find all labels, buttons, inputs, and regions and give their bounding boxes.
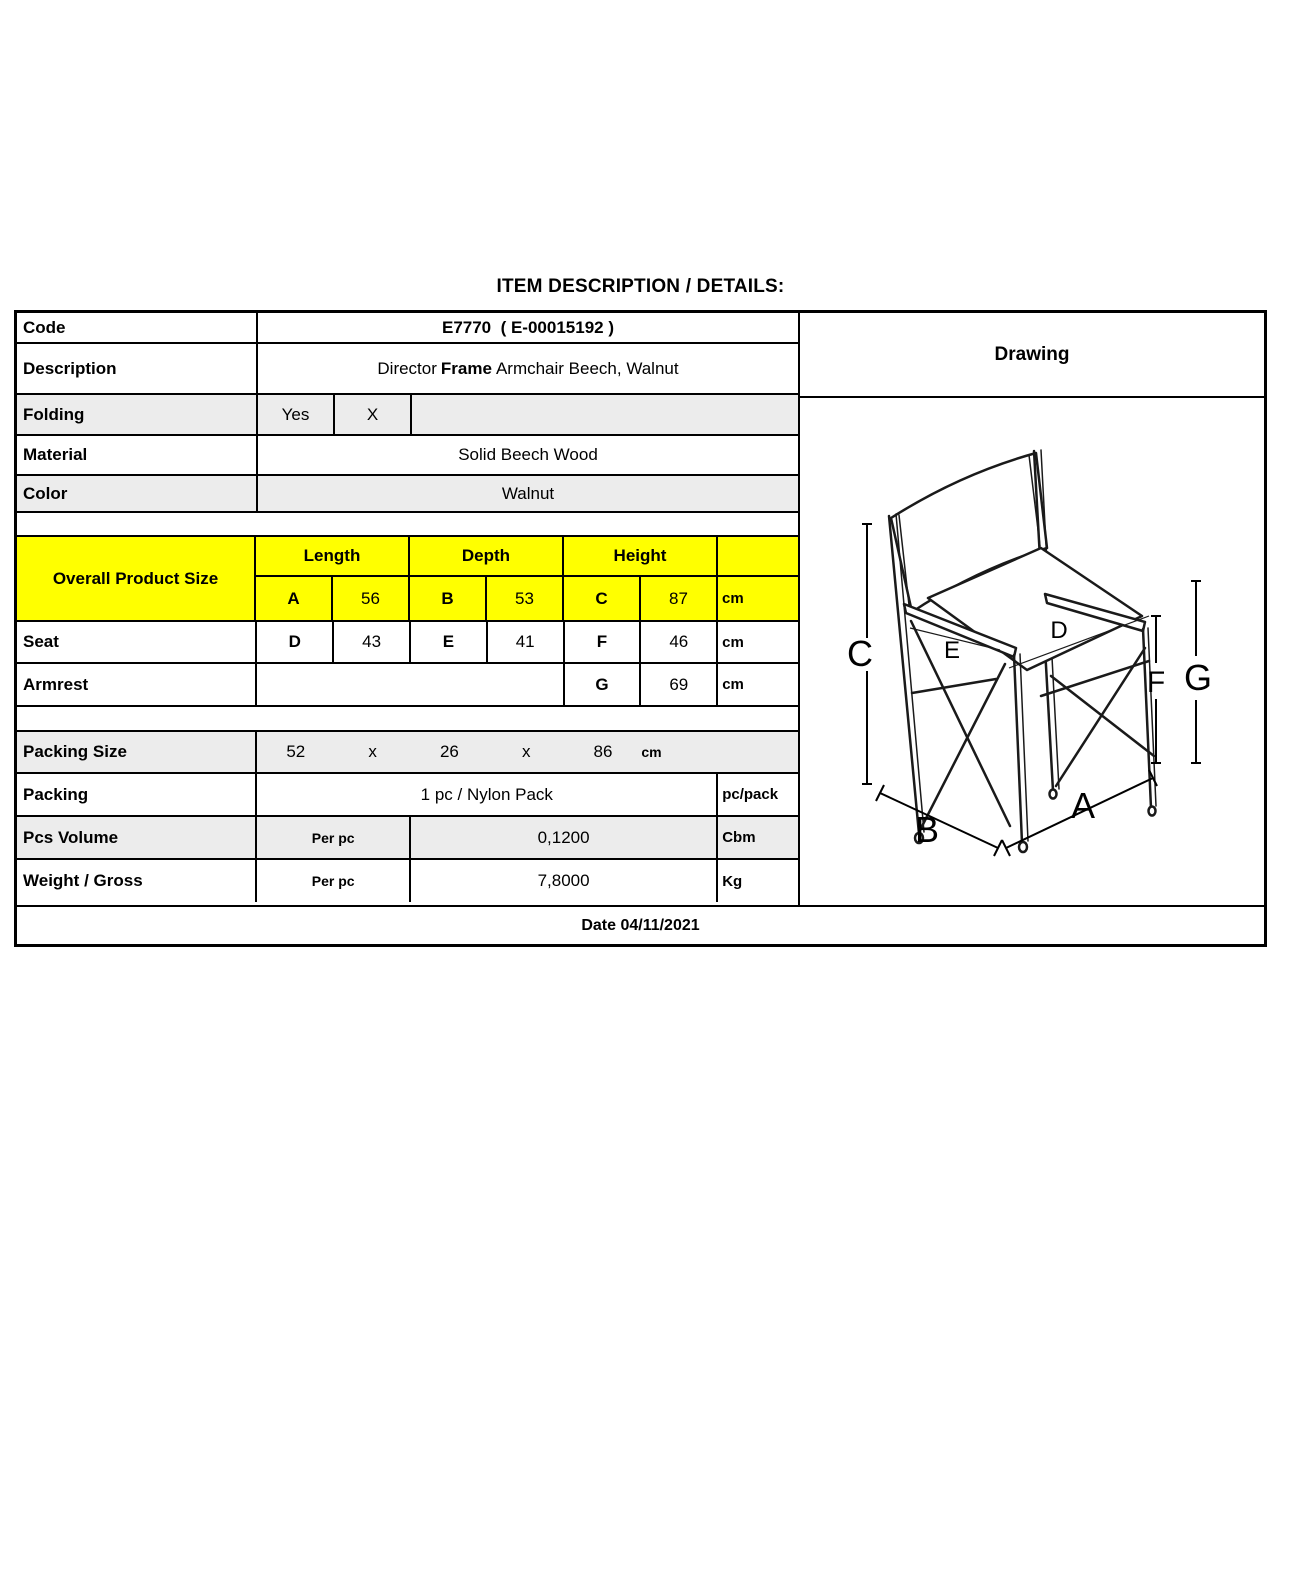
seat-row <box>17 622 798 664</box>
packing-size-unit: cm <box>641 744 662 760</box>
seat-value-e: 41 <box>488 622 565 662</box>
page-title: ITEM DESCRIPTION / DETAILS: <box>496 276 785 297</box>
armrest-empty-cell <box>257 664 564 705</box>
packing-label: Packing <box>17 774 257 815</box>
armrest-value-g: 69 <box>641 664 718 705</box>
seat-key-d: D <box>257 622 334 662</box>
packing-size-row <box>17 732 798 774</box>
code-label: Code <box>17 313 258 342</box>
overall-key-b: B <box>410 577 487 620</box>
dim-label-f: F <box>1146 666 1166 699</box>
dim-label-a: A <box>1070 785 1096 826</box>
packing-unit: pc/pack <box>722 786 779 803</box>
weight-label: Weight / Gross <box>17 860 257 902</box>
pcs-volume-unit: Cbm <box>722 829 756 846</box>
overall-value-a: 56 <box>333 577 410 620</box>
folding-empty-cell <box>412 395 798 434</box>
spec-sheet <box>14 276 1267 947</box>
spacer-row-2 <box>17 707 798 732</box>
description-value <box>258 344 798 393</box>
weight-row <box>17 860 798 902</box>
pcs-volume-row <box>17 817 798 860</box>
color-label: Color <box>17 476 258 511</box>
header-unit-empty <box>718 537 798 575</box>
color-value: Walnut <box>501 483 555 503</box>
packing-size-v2: 26 <box>439 742 459 761</box>
date-value: Date 04/11/2021 <box>581 916 700 934</box>
description-label: Description <box>17 344 258 393</box>
seat-value-d: 43 <box>334 622 411 662</box>
weight-unit: Kg <box>722 872 743 890</box>
drawing-section <box>800 313 1264 905</box>
overall-value-c: 87 <box>641 577 718 620</box>
overall-size-row <box>17 537 798 622</box>
header-depth: Depth <box>410 537 564 575</box>
armrest-key-g: G <box>565 664 642 705</box>
seat-label: Seat <box>17 622 257 662</box>
drawing-area <box>800 398 1264 905</box>
seat-key-e: E <box>411 622 488 662</box>
description-suffix: Armchair Beech, Walnut <box>495 358 679 378</box>
description-bold-word: Frame <box>440 358 492 378</box>
folding-label: Folding <box>17 395 258 434</box>
date-row <box>17 905 1264 944</box>
spec-left-section <box>17 313 800 905</box>
packing-size-x1: x <box>368 742 377 761</box>
packing-value: 1 pc / Nylon Pack <box>257 774 718 815</box>
dim-label-d: D <box>1050 617 1068 644</box>
drawing-header: Drawing <box>800 313 1264 398</box>
code-row <box>17 313 798 344</box>
seat-value-f: 46 <box>641 622 718 662</box>
armrest-unit: cm <box>722 676 744 693</box>
material-value: Solid Beech Wood <box>458 445 598 464</box>
overall-unit: cm <box>718 577 798 620</box>
armrest-label: Armrest <box>17 664 257 705</box>
folding-row <box>17 395 798 436</box>
weight-per: Per pc <box>257 860 411 902</box>
chair-drawing <box>800 398 1262 900</box>
packing-size-v1: 52 <box>286 742 306 761</box>
packing-size-v3: 86 <box>593 742 613 761</box>
folding-mark: X <box>335 395 412 434</box>
packing-size-empty <box>718 732 798 772</box>
overall-key-c: C <box>564 577 641 620</box>
overall-size-label: Overall Product Size <box>17 537 256 620</box>
description-prefix: Director <box>377 358 437 378</box>
header-height: Height <box>564 537 718 575</box>
dim-label-b: B <box>914 809 940 850</box>
header-length: Length <box>256 537 410 575</box>
color-row <box>17 476 798 513</box>
description-row <box>17 344 798 395</box>
spec-table <box>14 310 1267 947</box>
dim-label-e: E <box>943 637 961 664</box>
overall-value-b: 53 <box>487 577 564 620</box>
dim-label-g: G <box>1183 657 1213 698</box>
material-row <box>17 436 798 476</box>
pcs-volume-value: 0,1200 <box>411 817 718 858</box>
seat-key-f: F <box>565 622 642 662</box>
overall-key-a: A <box>256 577 333 620</box>
dim-label-c: C <box>847 633 873 674</box>
spacer-row-1 <box>17 513 798 537</box>
seat-unit: cm <box>722 633 744 651</box>
weight-value: 7,8000 <box>411 860 718 902</box>
code-value: E7770 ( E-00015192 ) <box>441 317 614 337</box>
material-label: Material <box>17 436 258 474</box>
packing-row <box>17 774 798 817</box>
folding-option: Yes <box>258 395 335 434</box>
packing-size-x2: x <box>521 742 531 761</box>
pcs-volume-label: Pcs Volume <box>17 817 257 858</box>
pcs-volume-per: Per pc <box>257 817 411 858</box>
armrest-row <box>17 664 798 707</box>
packing-size-label: Packing Size <box>17 732 257 772</box>
